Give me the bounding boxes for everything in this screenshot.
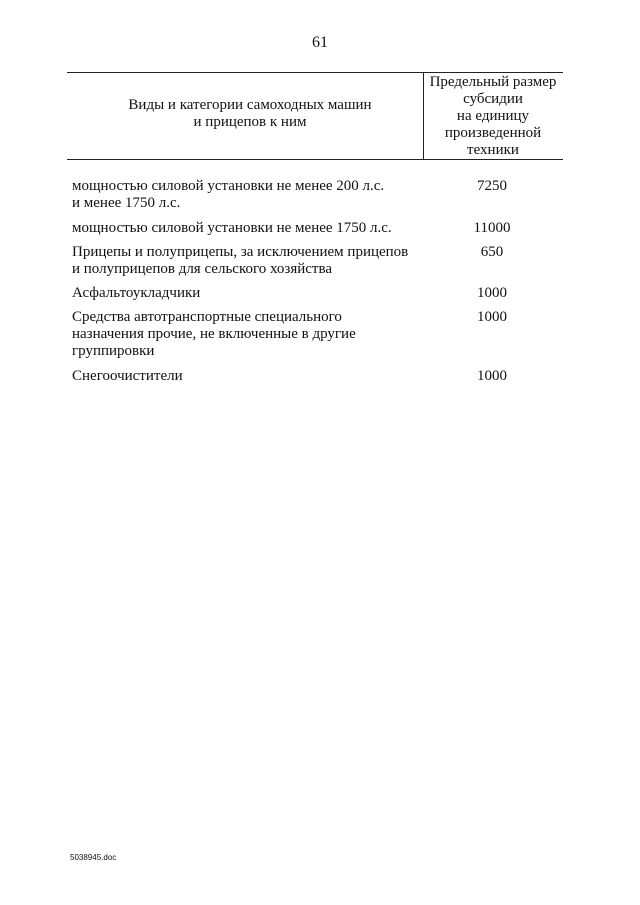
column-header-subsidy xyxy=(425,74,561,159)
column-header-category xyxy=(100,97,400,131)
column-header-category-line: Виды и категории самоходных машин xyxy=(128,97,372,113)
page-number: 61 xyxy=(312,34,328,51)
column-header-subsidy-line: техники xyxy=(467,142,519,158)
column-header-subsidy-line: произведенной xyxy=(444,125,542,141)
row-category-line: Асфальтоукладчики xyxy=(72,285,201,301)
document-footer-filename: 5038945.doc xyxy=(70,853,117,862)
column-header-subsidy-line: Предельный размер xyxy=(429,74,557,90)
row-category-line: мощностью силовой установки не менее 1750 л.с. xyxy=(72,220,392,236)
row-category-line: и менее 1750 л.с. xyxy=(72,195,181,211)
row-subsidy-value: 1000 xyxy=(477,309,507,325)
row-category xyxy=(72,285,422,302)
row-category xyxy=(72,220,422,237)
row-category xyxy=(72,178,422,212)
row-category-line: Прицепы и полуприцепы, за исключением прицепов xyxy=(72,244,409,260)
table-top-rule xyxy=(67,72,563,73)
table-header-bottom-rule xyxy=(67,159,563,160)
row-category-line: и полуприцепов для сельского хозяйства xyxy=(72,261,333,277)
column-header-subsidy-line: субсидии xyxy=(463,91,523,107)
row-category xyxy=(72,368,422,385)
row-category-line: группировки xyxy=(72,343,155,359)
row-subsidy-value: 650 xyxy=(480,244,504,260)
row-subsidy-value: 1000 xyxy=(477,368,507,384)
row-category-line: назначения прочие, не включенные в другие xyxy=(72,326,356,342)
row-category-line: Средства автотранспортные специального xyxy=(72,309,342,325)
row-subsidy-value: 1000 xyxy=(477,285,507,301)
column-header-subsidy-line: на единицу xyxy=(456,108,530,124)
row-category xyxy=(72,309,422,360)
row-subsidy-value: 11000 xyxy=(473,220,511,236)
column-header-category-line: и прицепов к ним xyxy=(193,114,307,130)
row-category-line: Снегоочистители xyxy=(72,368,183,384)
row-subsidy-value: 7250 xyxy=(477,178,507,194)
row-category xyxy=(72,244,422,278)
header-column-divider xyxy=(423,72,424,159)
row-category-line: мощностью силовой установки не менее 200 л.с. xyxy=(72,178,385,194)
